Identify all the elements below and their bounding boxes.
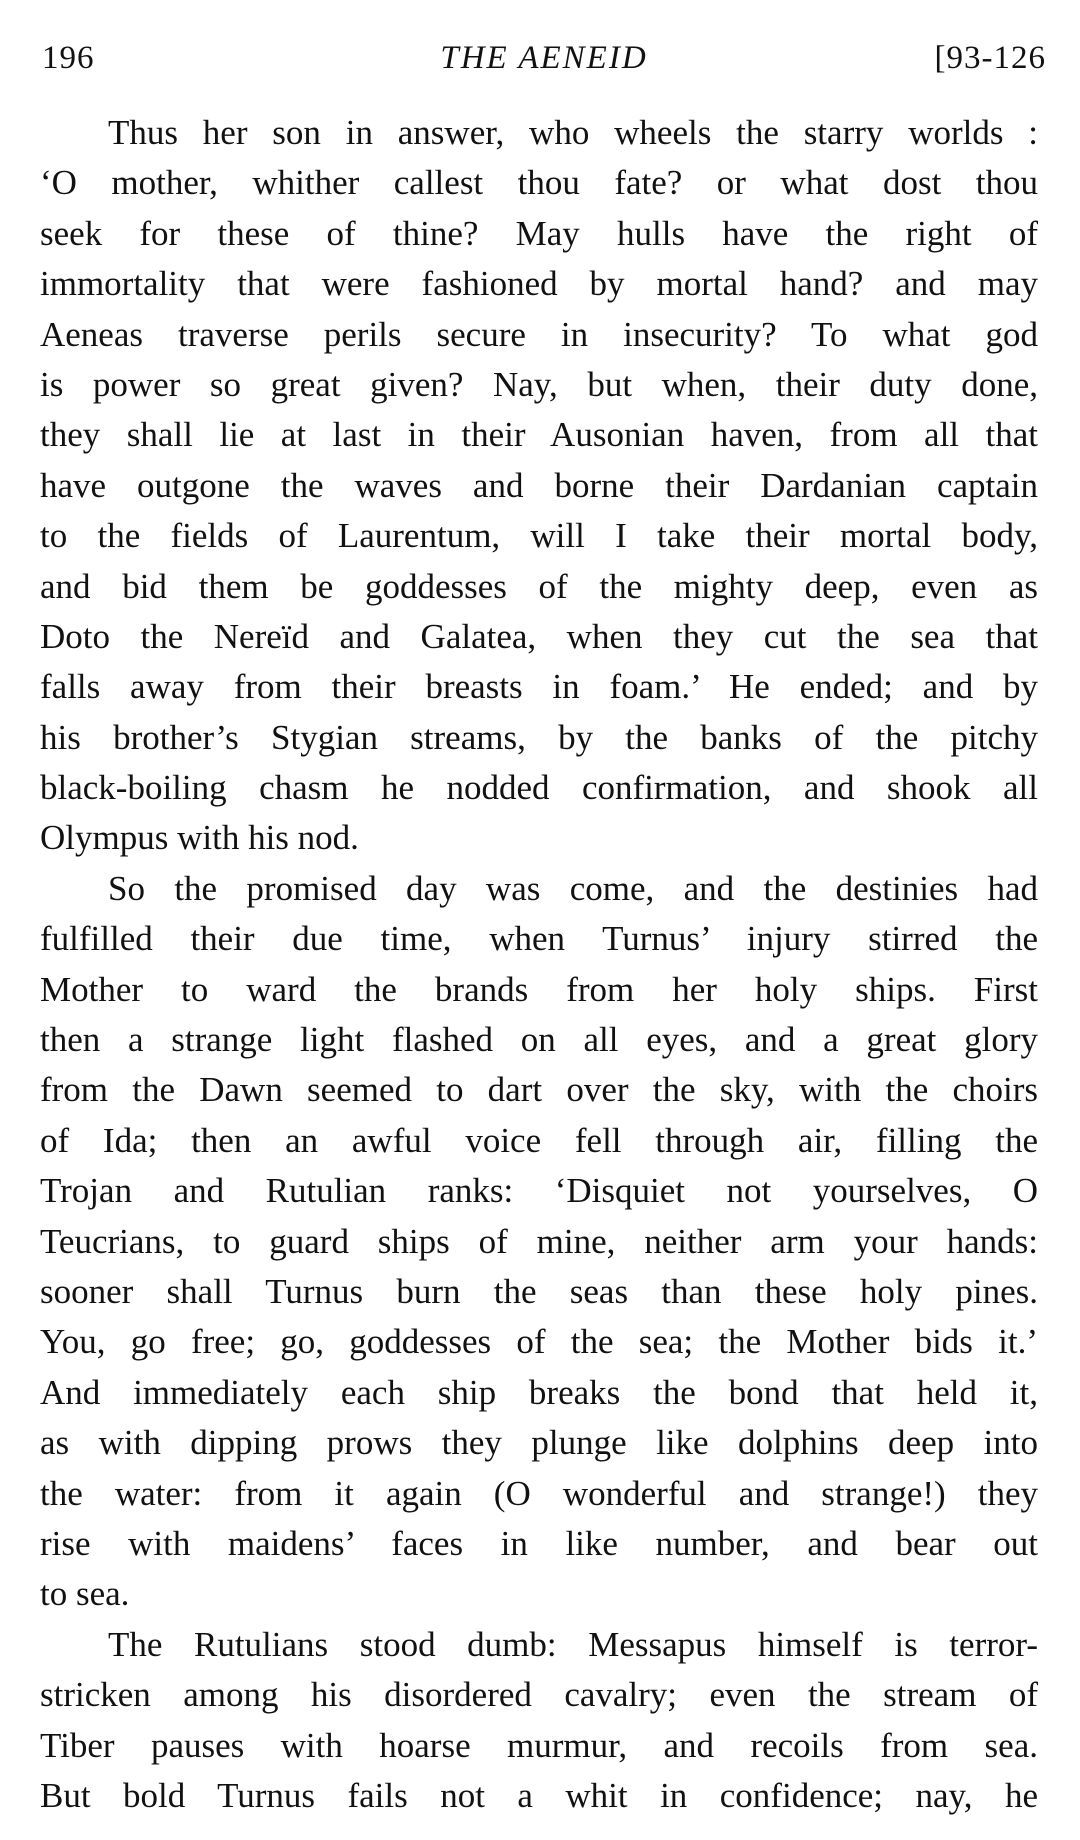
text-line: of Ida; then an awful voice fell through air, filling the (40, 1120, 1038, 1160)
text-line: to sea. (40, 1574, 130, 1614)
text-line: black-boiling chasm he nodded confirmation, and shook all (40, 768, 1038, 808)
text-line: his brother’s Stygian streams, by the banks of the pitchy (40, 717, 1038, 757)
text-line: the water: from it again (O wonderful and strange!) they (40, 1473, 1038, 1513)
text-line: as with dipping prows they plunge like dolphins deep into (40, 1423, 1038, 1463)
text-line: Teucrians, to guard ships of mine, neither arm your hands: (40, 1221, 1038, 1261)
text-line: from the Dawn seemed to dart over the sky, with the choirs (40, 1070, 1038, 1110)
text-line: seek for these of thine? May hulls have the right of (40, 213, 1038, 253)
text-line: Thus her son in answer, who wheels the starry worlds : (108, 113, 1038, 152)
running-head (42, 34, 1046, 82)
text-line: rise with maidens’ faces in like number, and bear out (40, 1523, 1038, 1563)
body-text (40, 108, 1038, 1821)
text-line: fulfilled their due time, when Turnus’ injury stirred the (40, 919, 1038, 959)
text-line: And immediately each ship breaks the bond that held it, (40, 1372, 1038, 1412)
text-line: falls away from their breasts in foam.’ He ended; and by (40, 667, 1038, 707)
text-line: to the fields of Laurentum, will I take their mortal body, (40, 516, 1038, 556)
text-line: is power so great given? Nay, but when, their duty done, (40, 364, 1038, 404)
paragraph-1 (40, 108, 1038, 864)
text-line: have outgone the waves and borne their Dardanian captain (40, 465, 1038, 505)
text-line: immortality that were fashioned by mortal hand? and may (40, 264, 1038, 304)
text-line: then a strange light flashed on all eyes, and a great glory (40, 1020, 1038, 1060)
text-line: But bold Turnus fails not a whit in confidence; nay, he (40, 1775, 1038, 1815)
text-line: they shall lie at last in their Ausonian haven, from all that (40, 415, 1038, 455)
paragraph-3 (40, 1620, 1038, 1822)
text-line: So the promised day was come, and the destinies had (108, 868, 1038, 908)
text-line: Mother to ward the brands from her holy ships. First (40, 969, 1038, 1009)
text-line: The Rutulians stood dumb: Messapus himself is terror- (108, 1624, 1038, 1664)
text-line: stricken among his disordered cavalry; even the stream of (40, 1675, 1038, 1715)
text-line: ‘O mother, whither callest thou fate? or what dost thou (40, 163, 1038, 203)
book-title: THE AENEID (440, 40, 648, 76)
line-range: [93-126 (934, 40, 1046, 76)
text-line: You, go free; go, goddesses of the sea; the Mother bids it.’ (40, 1322, 1038, 1362)
text-line: Tiber pauses with hoarse murmur, and recoils from sea. (40, 1725, 1038, 1765)
text-line: Olympus with his nod. (40, 818, 359, 858)
text-line: and bid them be goddesses of the mighty deep, even as (40, 566, 1038, 606)
text-line: sooner shall Turnus burn the seas than these holy pines. (40, 1271, 1038, 1311)
paragraph-2 (40, 864, 1038, 1620)
text-line: Trojan and Rutulian ranks: ‘Disquiet not yourselves, O (40, 1171, 1038, 1211)
page-number: 196 (42, 40, 95, 76)
text-line: Doto the Nereïd and Galatea, when they cut the sea that (40, 616, 1038, 656)
text-line: Aeneas traverse perils secure in insecurity? To what god (40, 314, 1038, 354)
